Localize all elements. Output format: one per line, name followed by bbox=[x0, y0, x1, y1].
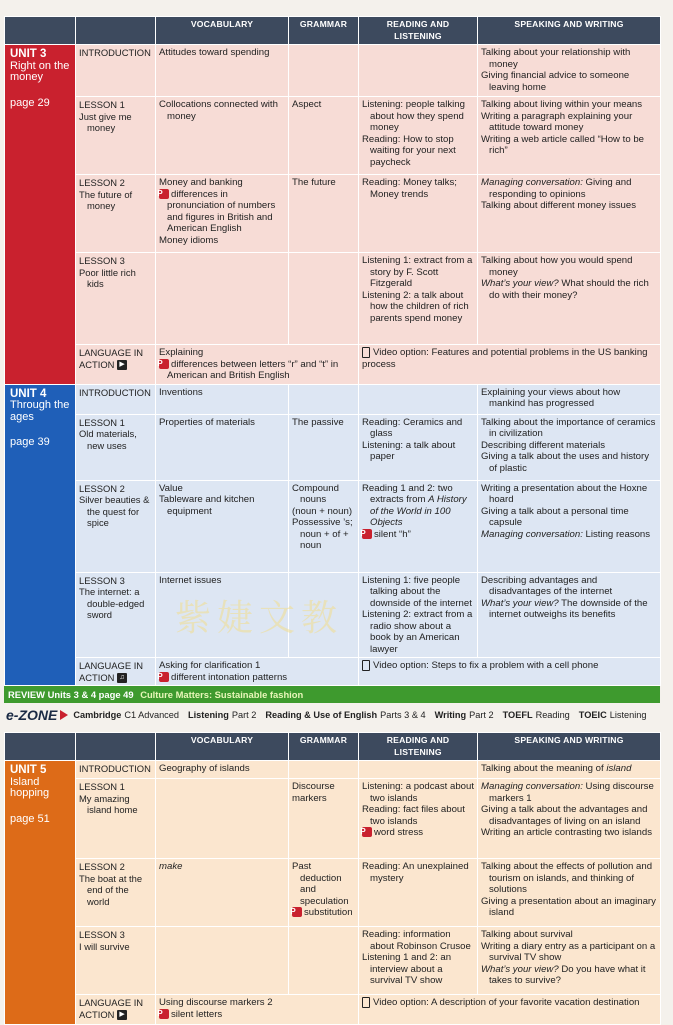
rl-cell bbox=[359, 859, 478, 927]
vocab-item: Properties of materials bbox=[159, 416, 255, 428]
lesson-label: INTRODUCTION bbox=[79, 763, 151, 775]
pronunciation-icon: P bbox=[159, 359, 169, 369]
rl-cell bbox=[359, 414, 478, 480]
lesson-label: LESSON 2 bbox=[79, 482, 125, 494]
sw-text: Using discourse markers 1 bbox=[489, 781, 654, 804]
sw-item: Talking about your relationship with money bbox=[481, 47, 631, 70]
grammar-cell: The future bbox=[289, 175, 359, 253]
header-vocabulary: VOCABULARY bbox=[156, 17, 289, 45]
sw-cell bbox=[478, 45, 661, 97]
pronunciation-icon: P bbox=[159, 189, 169, 199]
exam-toeic: TOEIC Listening bbox=[578, 710, 647, 721]
rl-cell bbox=[359, 480, 478, 572]
vocab-item: make bbox=[159, 861, 183, 873]
sw-text: Talking about the meaning of bbox=[481, 763, 607, 775]
lesson-cell bbox=[76, 572, 156, 658]
header-blank bbox=[5, 733, 76, 761]
exam-toefl: TOEFL Reading bbox=[502, 710, 570, 721]
video-option-text[interactable]: Video option: Features and potential problems in the US banking process bbox=[362, 347, 648, 370]
lesson-label: LANGUAGE IN ACTION bbox=[79, 660, 144, 683]
lesson-cell bbox=[76, 995, 156, 1025]
unit-label: UNIT 3 bbox=[10, 48, 47, 60]
sw-cell bbox=[478, 384, 661, 414]
sw-cell bbox=[478, 779, 661, 859]
rl-cell bbox=[359, 761, 478, 779]
grammar-item: (noun + noun) bbox=[292, 505, 353, 517]
pronunciation-item bbox=[362, 529, 474, 541]
pronunciation-item bbox=[362, 827, 474, 839]
sw-cell bbox=[478, 927, 661, 995]
lesson-title: Silver beauties & the quest for spice bbox=[79, 494, 150, 528]
lesson-cell bbox=[76, 97, 156, 175]
vocab-cell bbox=[156, 253, 289, 345]
rl-item: Reading: Ceramics and glass bbox=[362, 416, 463, 439]
lesson-title: Just give me money bbox=[79, 110, 132, 133]
header-vocabulary: VOCABULARY bbox=[156, 733, 289, 761]
video-cell bbox=[359, 995, 661, 1025]
sw-cell bbox=[478, 175, 661, 253]
unit-3-cell[interactable] bbox=[5, 45, 76, 385]
vocab-cell bbox=[156, 175, 289, 253]
rl-item: Listening: people talking about how they spend money bbox=[362, 99, 465, 133]
video-option-text[interactable]: Video option: A description of your favorite vacation destination bbox=[373, 997, 640, 1009]
sw-item: Giving a presentation about an imaginary island bbox=[481, 895, 656, 919]
grammar-item: Compound nouns bbox=[292, 482, 339, 505]
sw-item: Explaining your views about how mankind has progressed bbox=[481, 386, 621, 409]
unit-title: Island hopping bbox=[10, 775, 50, 800]
watermark: 紫婕文教 bbox=[175, 598, 344, 639]
lesson-title: Old materials, new uses bbox=[79, 428, 137, 451]
vocab-cell bbox=[156, 658, 359, 686]
unit-title: Through the ages bbox=[10, 399, 70, 423]
sw-cell bbox=[478, 480, 661, 572]
culture-matters: Culture Matters: Sustainable fashion bbox=[140, 689, 304, 701]
lesson-cell bbox=[76, 384, 156, 414]
grammar-cell bbox=[289, 253, 359, 345]
lesson-label: LESSON 1 bbox=[79, 781, 125, 793]
vocab-item: Tableware and kitchen equipment bbox=[159, 494, 255, 517]
rl-cell bbox=[359, 97, 478, 175]
unit-label: UNIT 4 bbox=[10, 387, 47, 400]
vocab-item: Explaining bbox=[159, 347, 204, 358]
sw-text: Giving and responding to opinions bbox=[489, 177, 632, 200]
rl-item bbox=[362, 483, 474, 529]
table-row bbox=[5, 779, 661, 859]
table-row bbox=[5, 384, 661, 414]
video-icon bbox=[362, 660, 370, 671]
lesson-cell bbox=[76, 345, 156, 385]
table-row bbox=[5, 927, 661, 995]
grammar-cell bbox=[289, 384, 359, 414]
lesson-label: LESSON 2 bbox=[79, 861, 125, 873]
grammar-item: Possessive ’s; noun + of + noun bbox=[292, 517, 353, 551]
sw-text: What should the rich do with their money? bbox=[489, 278, 649, 301]
lesson-title: The boat at the end of the world bbox=[79, 872, 143, 907]
sw-item: Talking about how you would spend money bbox=[481, 255, 633, 278]
pronunciation-item bbox=[159, 189, 285, 235]
vocab-cell: Attitudes toward spending bbox=[156, 45, 289, 97]
sw-italic: What’s your view? bbox=[481, 278, 559, 289]
rl-item: Listening 1: extract from a story by F. Scott Fitzgerald bbox=[362, 255, 473, 289]
sw-cell bbox=[478, 253, 661, 345]
rl-cell bbox=[359, 384, 478, 414]
rl-item: Listening 1 and 2: an interview about a survival TV show bbox=[362, 952, 452, 987]
sw-item bbox=[481, 278, 657, 301]
sw-italic: island bbox=[606, 763, 632, 775]
header-grammar: GRAMMAR bbox=[289, 17, 359, 45]
rl-cell bbox=[359, 45, 478, 97]
sw-item: Talking about survival bbox=[481, 929, 573, 941]
header-blank bbox=[76, 733, 156, 761]
pronunciation-item bbox=[292, 907, 355, 919]
rl-item: Reading: fact files about two islands bbox=[362, 804, 465, 827]
vocab-item: Using discourse markers 2 bbox=[159, 997, 273, 1009]
grammar-cell: Discourse markers bbox=[289, 779, 359, 859]
vocab-cell bbox=[156, 859, 289, 927]
table-row bbox=[5, 761, 661, 779]
sw-item bbox=[481, 177, 657, 200]
pronunciation-text: differences in pronunciation of numbers and figures in British and American English bbox=[167, 188, 276, 234]
sw-item: Writing a diary entry as a participant on a survival TV show bbox=[481, 940, 656, 964]
grammar-cell: Aspect bbox=[289, 97, 359, 175]
vocab-item: Money and banking bbox=[159, 177, 243, 188]
unit-4-cell[interactable] bbox=[5, 384, 76, 686]
unit-page: page 51 bbox=[10, 812, 50, 825]
vocab-cell bbox=[156, 779, 289, 859]
rl-item: Reading: An unexplained mystery bbox=[362, 861, 469, 884]
sw-item bbox=[481, 529, 657, 541]
lesson-cell bbox=[76, 175, 156, 253]
sw-item: Giving financial advice to someone leaving home bbox=[481, 70, 630, 93]
rl-text: Reading 1 and 2: two extracts from bbox=[362, 482, 453, 505]
lesson-title: My amazing island home bbox=[79, 792, 138, 816]
sw-cell bbox=[478, 414, 661, 480]
vocab-cell bbox=[156, 97, 289, 175]
lesson-label: INTRODUCTION bbox=[79, 386, 151, 398]
sw-item: Writing a presentation about the Hoxne hoard bbox=[481, 482, 648, 505]
table-row bbox=[5, 253, 661, 345]
video-cell bbox=[359, 345, 661, 385]
sw-item: Talking about the effects of pollution and tourism on islands, and thinking of solutions bbox=[481, 861, 653, 896]
vocab-item: Money idioms bbox=[159, 234, 219, 246]
sw-text: Do you have what it takes to survive? bbox=[489, 963, 646, 987]
lesson-cell bbox=[76, 779, 156, 859]
pronunciation-icon: P bbox=[159, 672, 169, 682]
sw-item: Giving a talk about a personal time capsule bbox=[481, 505, 629, 528]
header-speaking-writing: SPEAKING AND WRITING bbox=[478, 17, 661, 45]
grammar-cell bbox=[289, 859, 359, 927]
lesson-cell bbox=[76, 414, 156, 480]
lesson-label: LESSON 3 bbox=[79, 574, 125, 586]
sw-item bbox=[481, 781, 657, 804]
lesson-label: LESSON 3 bbox=[79, 255, 125, 266]
pronunciation-icon: P bbox=[159, 1009, 169, 1019]
rl-item: Reading: Money talks; Money trends bbox=[362, 177, 457, 200]
exam-ruoe: Reading & Use of English Parts 3 & 4 bbox=[265, 710, 426, 721]
pronunciation-icon: P bbox=[362, 827, 372, 837]
sw-item: Writing a web article called “How to be rich” bbox=[481, 133, 644, 156]
vocab-item: Asking for clarification 1 bbox=[159, 660, 261, 671]
sw-italic: What’s your view? bbox=[481, 597, 559, 609]
pronunciation-item bbox=[159, 359, 355, 382]
lesson-title: The future of money bbox=[79, 188, 133, 211]
sw-item: Talking about living within your means bbox=[481, 99, 643, 110]
vocab-item: Value bbox=[159, 482, 183, 494]
ezone-logo: e-ZONE bbox=[6, 707, 58, 724]
table-row bbox=[5, 175, 661, 253]
lesson-label: LESSON 1 bbox=[79, 99, 125, 110]
lesson-cell bbox=[76, 658, 156, 686]
sw-item: Writing a paragraph explaining your attitude toward money bbox=[481, 110, 633, 133]
header-blank bbox=[76, 17, 156, 45]
table-row bbox=[5, 658, 661, 686]
arrow-icon bbox=[60, 710, 68, 720]
lesson-cell bbox=[76, 45, 156, 97]
rl-item: Listening 2: a talk about how the children of rich parents spend money bbox=[362, 289, 469, 324]
pronunciation-icon: P bbox=[292, 907, 302, 917]
sw-cell bbox=[478, 97, 661, 175]
rl-cell bbox=[359, 927, 478, 995]
vocab-cell bbox=[156, 345, 359, 385]
vocab-cell: Inventions bbox=[156, 384, 289, 414]
lesson-label: LANGUAGE IN ACTION bbox=[79, 347, 144, 370]
lesson-cell bbox=[76, 480, 156, 572]
header-speaking-writing: SPEAKING AND WRITING bbox=[478, 733, 661, 761]
unit-page: page 39 bbox=[10, 436, 50, 448]
rl-cell bbox=[359, 572, 478, 658]
sw-item: Describing advantages and disadvantages of the internet bbox=[481, 574, 613, 597]
unit-title: Right on the money bbox=[10, 59, 70, 83]
table-row bbox=[5, 97, 661, 175]
pronunciation-text: different intonation patterns bbox=[171, 671, 288, 683]
lesson-title: The internet: a double-edged sword bbox=[79, 586, 145, 620]
vocab-item: Collocations connected with money bbox=[159, 99, 278, 122]
pronunciation-item bbox=[159, 672, 355, 684]
sw-item: Talking about different money issues bbox=[481, 200, 637, 211]
unit-label: UNIT 5 bbox=[10, 764, 47, 777]
video-icon bbox=[362, 997, 370, 1008]
sw-cell bbox=[478, 859, 661, 927]
exam-cambridge: Cambridge C1 Advanced bbox=[73, 710, 179, 721]
table-row bbox=[5, 345, 661, 385]
audio-icon[interactable]: ♫ bbox=[117, 673, 127, 683]
vocab-cell: Geography of islands bbox=[156, 761, 289, 779]
play-icon[interactable]: ▶ bbox=[117, 1010, 127, 1020]
vocab-cell bbox=[156, 927, 289, 995]
video-cell bbox=[359, 658, 661, 686]
pronunciation-item bbox=[159, 1009, 355, 1021]
rl-item: Listening 2: extract from a radio show about a book by an American lawyer bbox=[362, 609, 473, 655]
toc-table-top bbox=[4, 16, 661, 686]
lesson-cell bbox=[76, 253, 156, 345]
lesson-cell bbox=[76, 859, 156, 927]
lesson-title: Poor little rich kids bbox=[79, 266, 136, 289]
rl-item: Listening 1: five people talking about the downside of the internet bbox=[362, 574, 472, 609]
header-reading-listening: READING AND LISTENING bbox=[359, 733, 478, 761]
toc-table-bottom bbox=[4, 732, 661, 1025]
grammar-cell bbox=[289, 45, 359, 97]
exam-listening: Listening Part 2 bbox=[188, 710, 257, 721]
lesson-label: LESSON 3 bbox=[79, 929, 125, 941]
lesson-label: LESSON 2 bbox=[79, 177, 125, 188]
unit-page: page 29 bbox=[10, 96, 50, 109]
video-icon bbox=[362, 347, 370, 358]
grammar-cell bbox=[289, 761, 359, 779]
play-icon[interactable]: ▶ bbox=[117, 360, 127, 370]
review-text: REVIEW Units 3 & 4 bbox=[8, 689, 97, 701]
table-row bbox=[5, 995, 661, 1025]
review-bar[interactable] bbox=[4, 686, 660, 703]
rl-item: Listening: a talk about paper bbox=[362, 439, 456, 462]
header-reading-listening: READING AND LISTENING bbox=[359, 17, 478, 45]
header-grammar: GRAMMAR bbox=[289, 733, 359, 761]
vocab-cell: Internet issues bbox=[156, 572, 289, 658]
rl-italic: A History of the World in 100 Objects bbox=[370, 494, 467, 528]
sw-text: The downside of the internet outweighs its benefits bbox=[489, 597, 648, 620]
vocab-cell bbox=[156, 414, 289, 480]
pronunciation-icon: P bbox=[362, 529, 372, 539]
vocab-cell bbox=[156, 480, 289, 572]
pronunciation-text: differences between letters “r” and “t” in American and British English bbox=[167, 358, 339, 381]
sw-item bbox=[481, 964, 657, 987]
table-row bbox=[5, 45, 661, 97]
table-row bbox=[5, 572, 661, 658]
sw-italic: Managing conversation: bbox=[481, 177, 583, 188]
lesson-label: LANGUAGE IN ACTION bbox=[79, 997, 144, 1020]
table-row bbox=[5, 414, 661, 480]
sw-cell bbox=[478, 761, 661, 779]
table-row bbox=[5, 480, 661, 572]
header-blank bbox=[5, 17, 76, 45]
grammar-cell bbox=[289, 572, 359, 658]
pronunciation-text: silent “h” bbox=[374, 528, 411, 540]
rl-cell bbox=[359, 253, 478, 345]
pronunciation-text: substitution bbox=[304, 907, 353, 919]
rl-item: Listening: a podcast about two islands bbox=[362, 781, 475, 804]
table-header bbox=[5, 17, 661, 45]
pronunciation-text: silent letters bbox=[171, 1008, 223, 1020]
lesson-title: I will survive bbox=[79, 940, 130, 952]
sw-italic: Managing conversation: bbox=[481, 528, 583, 540]
exam-writing: Writing Part 2 bbox=[434, 710, 494, 721]
rl-item: Reading: How to stop waiting for your next paycheck bbox=[362, 133, 456, 168]
sw-item: Giving a talk about the advantages and disadvantages of living on an island bbox=[481, 804, 648, 827]
lesson-cell bbox=[76, 761, 156, 779]
sw-italic: What’s your view? bbox=[481, 963, 559, 975]
sw-item bbox=[481, 598, 657, 621]
video-option-text[interactable]: Video option: Steps to fix a problem with a cell phone bbox=[373, 660, 599, 672]
sw-item: Talking about the importance of ceramics in civilization bbox=[481, 416, 656, 439]
grammar-cell bbox=[289, 927, 359, 995]
lesson-cell bbox=[76, 927, 156, 995]
sw-item: Writing an article contrasting two islands bbox=[481, 827, 652, 839]
ezone-bar bbox=[4, 704, 660, 726]
sw-item: Describing different materials bbox=[481, 439, 606, 451]
rl-cell bbox=[359, 175, 478, 253]
grammar-item: Past deduction and speculation bbox=[292, 861, 349, 907]
rl-item: Reading: information about Robinson Crusoe bbox=[362, 929, 471, 952]
table-header bbox=[5, 733, 661, 761]
lesson-label: LESSON 1 bbox=[79, 416, 125, 428]
sw-cell bbox=[478, 572, 661, 658]
unit-5-cell[interactable] bbox=[5, 761, 76, 1025]
vocab-cell bbox=[156, 995, 359, 1025]
sw-text: Listing reasons bbox=[582, 528, 651, 540]
grammar-cell bbox=[289, 480, 359, 572]
rl-cell bbox=[359, 779, 478, 859]
sw-italic: Managing conversation: bbox=[481, 781, 583, 793]
grammar-cell: The passive bbox=[289, 414, 359, 480]
sw-item: Giving a talk about the uses and history of plastic bbox=[481, 451, 649, 474]
pronunciation-text: word stress bbox=[374, 827, 424, 839]
lesson-label: INTRODUCTION bbox=[79, 47, 151, 58]
table-row bbox=[5, 859, 661, 927]
review-page: page 49 bbox=[98, 689, 134, 701]
